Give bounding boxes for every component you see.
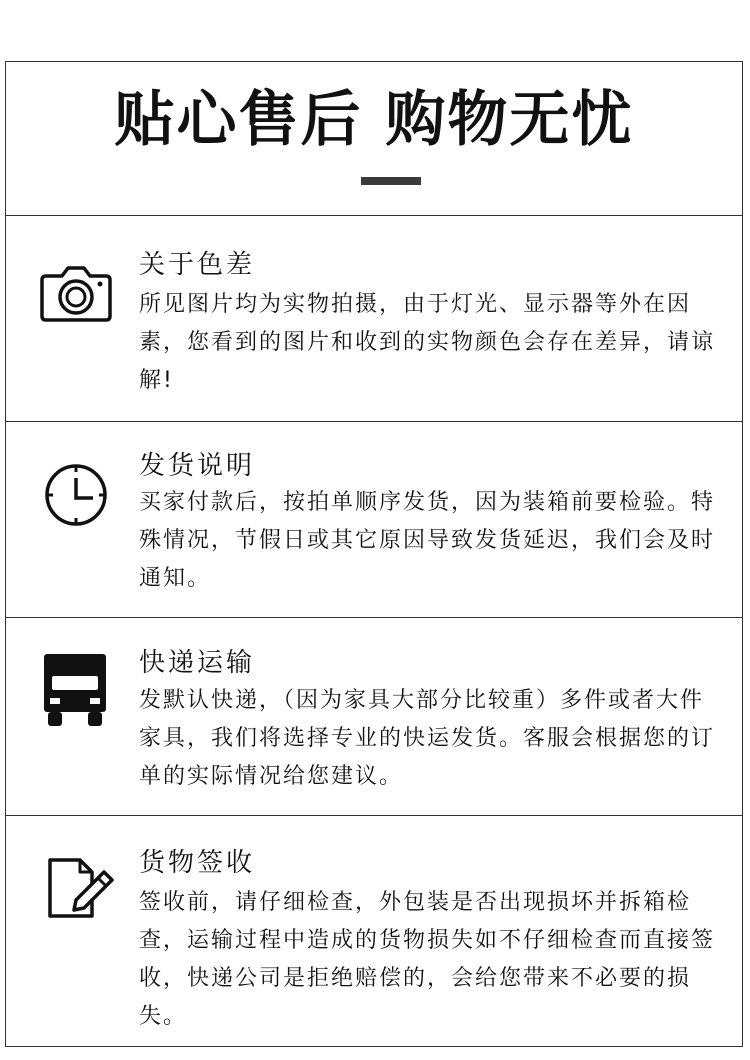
section-transport [6,618,742,816]
title-underline [361,177,421,185]
section-body: 签收前，请仔细检查，外包装是否出现损坏并拆箱检查，运输过程中造成的货物损失如不仔细检查而直接签收，快递公司是拒绝赔偿的，会给您带来不必要的损失。 [139,890,716,1029]
sign-document-icon [46,856,116,924]
camera-icon [38,262,114,330]
section-body: 买家付款后，按拍单顺序发货，因为装箱前要检验。特殊情况，节假日或其它原因导致发货延迟，我们会及时通知。 [139,490,716,591]
clock-icon [43,462,109,532]
section-body: 所见图片均为实物拍摄，由于灯光、显示器等外在因素，您看到的图片和收到的实物颜色会存在差异，请谅解! [139,292,716,393]
section-title: 发货说明 [139,451,256,481]
page-header [6,62,742,216]
truck-icon [42,652,108,736]
service-panel [5,61,743,1047]
section-title: 快递运输 [139,648,256,678]
section-shipping [6,422,742,618]
section-body: 发默认快递，（因为家具大部分比较重）多件或者大件家具，我们将选择专业的快运发货。客服会根据您的订单的实际情况给您建议。 [139,688,716,789]
section-receipt [6,816,742,1048]
section-title: 关于色差 [139,250,256,280]
page-title: 贴心售后 购物无忧 [114,85,634,155]
section-title: 货物签收 [139,848,256,878]
section-color-difference [6,216,742,422]
